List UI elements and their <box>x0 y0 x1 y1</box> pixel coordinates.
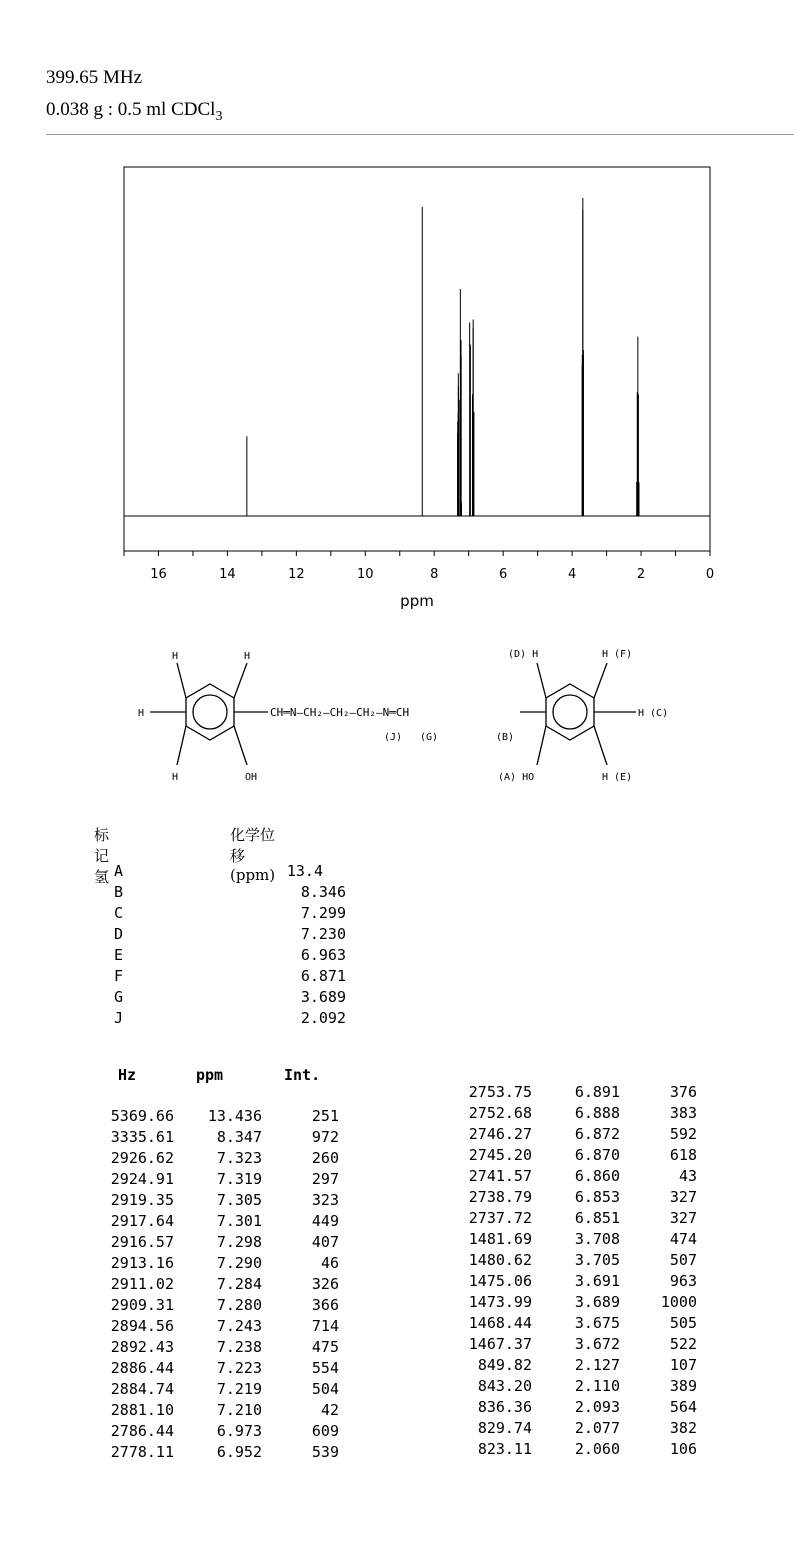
peak-int: 383 <box>669 1104 697 1122</box>
peak-hz: 1475.06 <box>468 1272 532 1290</box>
peak-row <box>454 1251 697 1272</box>
assignment-label: E <box>114 946 124 964</box>
peak-int: 297 <box>311 1170 339 1188</box>
peak-ppm: 7.323 <box>216 1149 262 1167</box>
peak-int: 107 <box>669 1356 697 1374</box>
peak-hz: 2917.64 <box>110 1212 174 1230</box>
assignment-shift: 7.299 <box>300 904 346 922</box>
x-tick-label: 8 <box>430 567 439 582</box>
peak-ppm: 6.973 <box>216 1422 262 1440</box>
label-b: (B) <box>496 732 515 743</box>
peak-int: 564 <box>669 1398 697 1416</box>
peak-int: 609 <box>311 1422 339 1440</box>
assignment-row <box>114 883 374 904</box>
assignment-row <box>114 862 374 883</box>
label-c: H (C) <box>638 708 669 719</box>
peak-hz: 3335.61 <box>110 1128 174 1146</box>
label-g: (G) <box>420 732 439 743</box>
peak-hz: 2741.57 <box>468 1167 532 1185</box>
peak-row <box>454 1209 697 1230</box>
molecule-structure <box>120 640 720 800</box>
peak-hz: 2886.44 <box>110 1359 174 1377</box>
peak-int: 475 <box>311 1338 339 1356</box>
left-ring-h-top-left: H <box>172 651 179 662</box>
assignment-label: G <box>114 988 124 1006</box>
peak-row <box>96 1422 339 1443</box>
peak-row <box>96 1170 339 1191</box>
peak-row <box>96 1359 339 1380</box>
peak-ppm: 6.888 <box>574 1104 620 1122</box>
peak-int: 376 <box>669 1083 697 1101</box>
peak-ppm: 3.675 <box>574 1314 620 1332</box>
peak-hz: 836.36 <box>477 1398 532 1416</box>
peak-table-right <box>454 1083 697 1461</box>
peak-hz: 2884.74 <box>110 1380 174 1398</box>
plot-frame <box>124 167 710 551</box>
peak-hz: 843.20 <box>477 1377 532 1395</box>
peak-row <box>454 1398 697 1419</box>
peak-hz: 2909.31 <box>110 1296 174 1314</box>
peak-int: 522 <box>669 1335 697 1353</box>
peak-row <box>96 1149 339 1170</box>
x-tick-label: 10 <box>357 567 374 582</box>
peak-hz: 823.11 <box>477 1440 532 1458</box>
peak-row <box>96 1128 339 1149</box>
header-divider <box>46 134 794 135</box>
label-j: (J) <box>384 732 403 743</box>
peak-hz: 2752.68 <box>468 1104 532 1122</box>
peak-ppm: 6.870 <box>574 1146 620 1164</box>
peak-int: 42 <box>320 1401 339 1419</box>
peak-table-header <box>118 1066 358 1088</box>
spectrum-peaks <box>247 198 639 516</box>
peak-ppm: 3.691 <box>574 1272 620 1290</box>
assignment-shift: 13.4 <box>286 862 323 880</box>
peak-hz: 1480.62 <box>468 1251 532 1269</box>
peak-ppm: 7.223 <box>216 1359 262 1377</box>
peak-ppm: 2.077 <box>574 1419 620 1437</box>
col-int-header: Int. <box>284 1066 321 1084</box>
peak-hz: 2892.43 <box>110 1338 174 1356</box>
peak-hz: 2753.75 <box>468 1083 532 1101</box>
left-ring-h-bottom: H <box>172 772 179 783</box>
spectrometer-frequency: 399.65 MHz <box>46 67 143 88</box>
sample-text: 0.038 g : 0.5 ml CDCl <box>46 99 216 120</box>
col-hz-header: Hz <box>118 1066 137 1084</box>
label-d: (D) H <box>508 649 539 660</box>
assignment-row <box>114 1009 374 1030</box>
peak-hz: 2924.91 <box>110 1170 174 1188</box>
peak-int: 554 <box>311 1359 339 1377</box>
peak-table-left <box>96 1107 339 1464</box>
peak-row <box>96 1317 339 1338</box>
x-tick-label: 2 <box>636 567 646 582</box>
peak-int: 592 <box>669 1125 697 1143</box>
peak-int: 46 <box>320 1254 339 1272</box>
peak-row <box>96 1233 339 1254</box>
assignment-shift: 6.871 <box>300 967 346 985</box>
peak-ppm: 3.705 <box>574 1251 620 1269</box>
peak-hz: 1467.37 <box>468 1335 532 1353</box>
x-tick-label: 0 <box>705 567 715 582</box>
peak-hz: 2926.62 <box>110 1149 174 1167</box>
peak-row <box>96 1380 339 1401</box>
peak-hz: 5369.66 <box>110 1107 174 1125</box>
peak-hz: 2737.72 <box>468 1209 532 1227</box>
peak-hz: 2916.57 <box>110 1233 174 1251</box>
assignment-label: D <box>114 925 124 943</box>
assignment-row <box>114 904 374 925</box>
assignment-rows <box>114 862 374 1030</box>
peak-int: 539 <box>311 1443 339 1461</box>
peak-hz: 2778.11 <box>110 1443 174 1461</box>
peak-hz: 1473.99 <box>468 1293 532 1311</box>
peak-int: 507 <box>669 1251 697 1269</box>
peak-row <box>454 1104 697 1125</box>
peak-hz: 2911.02 <box>110 1275 174 1293</box>
peak-ppm: 7.301 <box>216 1212 262 1230</box>
peak-ppm: 7.319 <box>216 1170 262 1188</box>
peak-int: 389 <box>669 1377 697 1395</box>
peak-row <box>454 1314 697 1335</box>
assignment-shift: 3.689 <box>300 988 346 1006</box>
peak-int: 326 <box>311 1275 339 1293</box>
peak-ppm: 2.093 <box>574 1398 620 1416</box>
x-tick-label: 12 <box>288 567 305 582</box>
label-a: (A) HO <box>498 772 535 783</box>
peak-row <box>454 1377 697 1398</box>
peak-row <box>96 1254 339 1275</box>
peak-row <box>454 1440 697 1461</box>
peak-hz: 2745.20 <box>468 1146 532 1164</box>
peak-hz: 2913.16 <box>110 1254 174 1272</box>
label-f: H (F) <box>602 649 633 660</box>
peak-ppm: 7.284 <box>216 1275 262 1293</box>
assignment-label: F <box>114 967 124 985</box>
x-axis-ticks <box>124 551 714 582</box>
peak-ppm: 7.243 <box>216 1317 262 1335</box>
peak-row <box>454 1335 697 1356</box>
peak-ppm: 7.290 <box>216 1254 262 1272</box>
peak-row <box>96 1107 339 1128</box>
peak-row <box>454 1146 697 1167</box>
peak-row <box>454 1272 697 1293</box>
peak-row <box>96 1212 339 1233</box>
assignment-header-shift: 化学位移(ppm) <box>230 826 276 884</box>
peak-hz: 2746.27 <box>468 1125 532 1143</box>
peak-int: 618 <box>669 1146 697 1164</box>
peak-int: 43 <box>678 1167 697 1185</box>
peak-row <box>454 1188 697 1209</box>
peak-hz: 2881.10 <box>110 1401 174 1419</box>
peak-row <box>454 1125 697 1146</box>
peak-row <box>454 1419 697 1440</box>
imine-chain: CH═N—CH₂—CH₂—CH₂—N═CH <box>270 706 410 719</box>
assignment-header-label: 标记氢 <box>94 826 110 886</box>
peak-ppm: 7.280 <box>216 1296 262 1314</box>
peak-ppm: 13.436 <box>207 1107 262 1125</box>
peak-ppm: 3.672 <box>574 1335 620 1353</box>
peak-int: 504 <box>311 1380 339 1398</box>
peak-row <box>96 1191 339 1212</box>
peak-ppm: 7.238 <box>216 1338 262 1356</box>
peak-int: 963 <box>669 1272 697 1290</box>
peak-ppm: 6.891 <box>574 1083 620 1101</box>
assignment-row <box>114 946 374 967</box>
peak-hz: 2894.56 <box>110 1317 174 1335</box>
peak-int: 474 <box>669 1230 697 1248</box>
peak-ppm: 6.952 <box>216 1443 262 1461</box>
sample-subscript: 3 <box>215 108 223 124</box>
x-tick-label: 14 <box>219 567 236 582</box>
peak-ppm: 7.298 <box>216 1233 262 1251</box>
col-ppm-header: ppm <box>196 1066 224 1084</box>
sample-info <box>46 96 222 131</box>
peak-ppm: 7.219 <box>216 1380 262 1398</box>
peak-ppm: 2.110 <box>574 1377 620 1395</box>
peak-row <box>454 1167 697 1188</box>
peak-int: 327 <box>669 1188 697 1206</box>
nmr-spectrum-chart <box>0 150 794 620</box>
peak-ppm: 6.853 <box>574 1188 620 1206</box>
left-ring-oh: OH <box>245 772 258 783</box>
peak-hz: 829.74 <box>477 1419 532 1437</box>
assignment-label: B <box>114 883 124 901</box>
assignment-label: A <box>114 862 124 880</box>
peak-row <box>454 1293 697 1314</box>
peak-hz: 849.82 <box>477 1356 532 1374</box>
peak-int: 251 <box>311 1107 339 1125</box>
peak-row <box>454 1083 697 1104</box>
peak-int: 449 <box>311 1212 339 1230</box>
assignment-shift: 7.230 <box>300 925 346 943</box>
peak-row <box>454 1230 697 1251</box>
peak-row <box>454 1356 697 1377</box>
peak-int: 972 <box>311 1128 339 1146</box>
peak-int: 327 <box>669 1209 697 1227</box>
spectrum-header <box>46 64 222 131</box>
peak-ppm: 2.060 <box>574 1440 620 1458</box>
peak-int: 382 <box>669 1419 697 1437</box>
peak-hz: 1481.69 <box>468 1230 532 1248</box>
peak-ppm: 2.127 <box>574 1356 620 1374</box>
peak-ppm: 6.860 <box>574 1167 620 1185</box>
peak-int: 323 <box>311 1191 339 1209</box>
assignment-label: J <box>114 1009 124 1027</box>
peak-hz: 2919.35 <box>110 1191 174 1209</box>
x-tick-label: 4 <box>567 567 577 582</box>
peak-int: 106 <box>669 1440 697 1458</box>
label-e: H (E) <box>602 772 633 783</box>
peak-row <box>96 1338 339 1359</box>
peak-ppm: 3.708 <box>574 1230 620 1248</box>
assignment-shift: 8.346 <box>300 883 346 901</box>
left-ring-h-left: H <box>138 708 145 719</box>
x-axis-label: ppm <box>400 592 434 610</box>
peak-ppm: 7.210 <box>216 1401 262 1419</box>
peak-int: 505 <box>669 1314 697 1332</box>
peak-row <box>96 1443 339 1464</box>
peak-int: 407 <box>311 1233 339 1251</box>
peak-row <box>96 1401 339 1422</box>
peak-row <box>96 1296 339 1317</box>
peak-ppm: 7.305 <box>216 1191 262 1209</box>
peak-row <box>96 1275 339 1296</box>
assignment-row <box>114 967 374 988</box>
peak-int: 1000 <box>660 1293 697 1311</box>
peak-ppm: 6.851 <box>574 1209 620 1227</box>
peak-hz: 1468.44 <box>468 1314 532 1332</box>
assignment-label: C <box>114 904 124 922</box>
peak-hz: 2786.44 <box>110 1422 174 1440</box>
assignment-shift: 2.092 <box>300 1009 346 1027</box>
peak-ppm: 8.347 <box>216 1128 262 1146</box>
left-ring-h-top-right: H <box>244 651 251 662</box>
x-tick-label: 16 <box>150 567 167 582</box>
assignment-row <box>114 988 374 1009</box>
assignment-shift: 6.963 <box>300 946 346 964</box>
x-tick-label: 6 <box>499 567 508 582</box>
assignment-row <box>114 925 374 946</box>
peak-int: 366 <box>311 1296 339 1314</box>
peak-hz: 2738.79 <box>468 1188 532 1206</box>
peak-ppm: 6.872 <box>574 1125 620 1143</box>
peak-ppm: 3.689 <box>574 1293 620 1311</box>
peak-int: 260 <box>311 1149 339 1167</box>
peak-int: 714 <box>311 1317 339 1335</box>
